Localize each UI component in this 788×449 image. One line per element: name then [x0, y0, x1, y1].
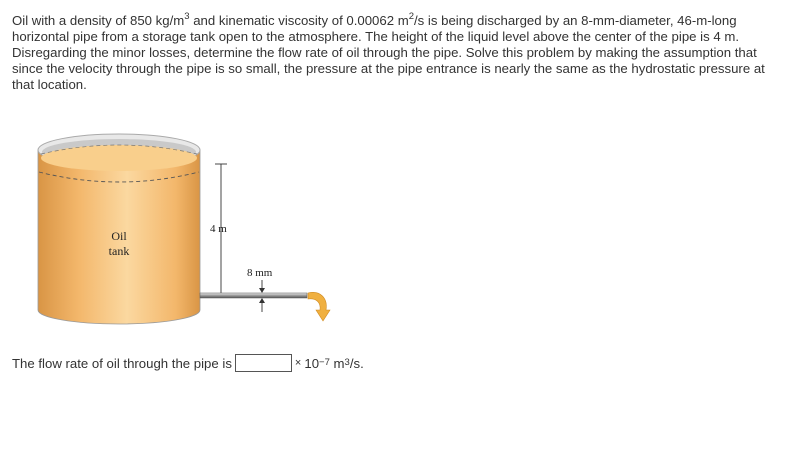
diameter-label: 8 mm — [247, 267, 273, 279]
tank-label-tank: tank — [108, 244, 130, 258]
height-label: 4 m — [210, 223, 227, 235]
problem-text-2: and kinematic viscosity of 0.00062 m — [189, 13, 409, 28]
viscosity-unit-exponent: 2 — [408, 11, 415, 22]
answer-prompt: The flow rate of oil through the pipe is — [12, 355, 232, 371]
unit-suffix: /s. — [349, 355, 364, 371]
problem-text-3: /s is being discharged by an 8-mm-diameter, 46-m-long horizontal pipe from a storage tank open to the atmosphere. The height of the liquid level above the center of the pipe is 4 m. Disregarding the minor losses, determine the flow rate of oil through the pipe. Solve this problem by making the assumption that since the velocity through the pipe is so small, the pressure at the pipe entrance is nearly the same as the hydrostatic pressure at that location. — [12, 13, 765, 92]
pipe — [200, 293, 307, 298]
oil-surface — [41, 145, 197, 171]
tank-label-oil: Oil — [111, 229, 127, 243]
discharge-flow-arrow — [308, 292, 330, 321]
times-sign: × — [294, 357, 302, 369]
unit-base: m — [333, 355, 345, 371]
problem-statement — [12, 13, 780, 93]
power-base: 10 — [304, 355, 320, 371]
answer-row: The flow rate of oil through the pipe is × 10 −7 m 3 /s. — [12, 355, 364, 371]
diameter-arrowhead-top — [259, 288, 265, 293]
flow-rate-input[interactable] — [235, 354, 292, 372]
problem-text-1: Oil with a density of 850 kg/m — [12, 13, 185, 28]
oil-tank-diagram — [30, 128, 350, 333]
oil-tank-figure — [30, 128, 350, 333]
diameter-arrowhead-bottom — [259, 298, 265, 303]
density-unit-exponent: 3 — [184, 11, 190, 22]
